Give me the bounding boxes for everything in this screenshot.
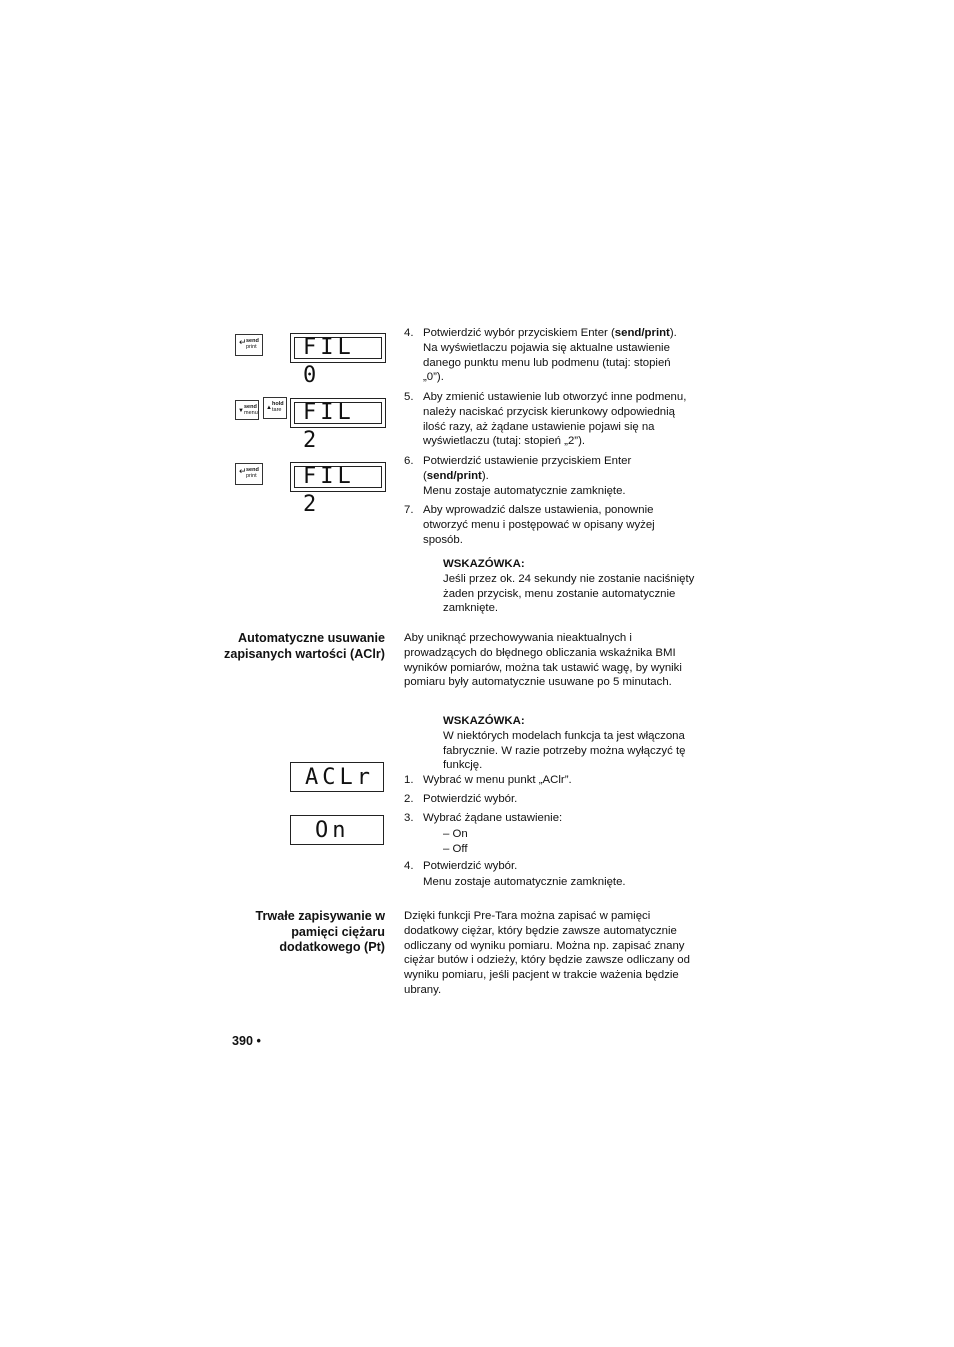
enter-arrow-icon: ↵: [239, 337, 247, 347]
option-off: – Off: [443, 843, 468, 855]
send-print-key-2: [235, 463, 263, 485]
section-paragraph-pt: Dzięki funkcji Pre-Tara można zapisać w pamięci dodatkowy ciężar, który będzie zawsze automatycznie odliczany od wyniku pomiaru. Można np. zapisać znany ciężar butów i odzieży, który będzie zawsze odliczany od wyniku pomiaru, jeśli pacjent w trakcie ważenia będzie ubrany.: [404, 910, 690, 996]
lcd-display-fil2: [290, 398, 386, 453]
key-label-send: send: [246, 467, 259, 473]
step-text: Potwierdzić ustawienie przyciskiem Enter (: [423, 455, 632, 482]
step-text: Aby wprowadzić dalsze ustawienia, ponownie otworzyć menu i postępować w opisany wyżej sposób.: [423, 504, 655, 546]
lcd-text: FIL 0: [303, 335, 355, 388]
step-detail: Menu zostaje automatycznie zamknięte.: [423, 875, 626, 888]
key-label-menu: menu: [244, 410, 258, 416]
step-text-end: ).: [669, 327, 677, 339]
note-text: W niektórych modelach funkcja ta jest włączona fabrycznie. W razie potrzeby można wyłączyć tę funkcję.: [443, 729, 686, 772]
send-print-key-1: [235, 334, 263, 356]
step-6: [404, 454, 694, 498]
lcd-text: On: [315, 818, 350, 843]
aclr-step-4: [404, 859, 694, 890]
lcd-text: FIL 2: [303, 464, 355, 517]
section-paragraph-aclr: Aby uniknąć przechowywania nieaktualnych i prowadzących do błędnego obliczania wskaźnika BMI wyników pomiarów, można tak ustawić wagę, by wyniki pomiaru były automatycznie usuwane po 5 minutach.: [404, 632, 682, 689]
step-bold: send/print: [426, 469, 482, 482]
lcd-display-fil0: [290, 333, 386, 388]
lcd-display-fil2-confirmed: [290, 462, 386, 517]
lcd-display-aclr: [290, 762, 384, 792]
step-number: 4.: [404, 860, 414, 872]
note-heading: WSKAZÓWKA:: [443, 558, 525, 570]
step-5: [404, 390, 694, 449]
step-number: 7.: [404, 504, 414, 516]
down-menu-key: [235, 400, 259, 420]
section-heading-aclr: Automatyczne usuwanie zapisanych wartości (AClr): [224, 631, 385, 661]
step-text: Aby zmienić ustawienie lub otworzyć inne podmenu, należy naciskać przycisk kierunkowy odpowiednią ilość razy, aż żądane ustawienie pojawi się na wyświetlaczu (tutaj: stopień „2”).: [423, 391, 687, 448]
lcd-text: ACLr: [305, 765, 374, 790]
section-heading-pt: Trwałe zapisywanie w pamięci ciężaru dodatkowego (Pt): [255, 909, 385, 955]
step-number: 1.: [404, 774, 414, 786]
page-number: 390 •: [232, 1034, 261, 1048]
lcd-display-on: [290, 815, 384, 845]
key-label-print: print: [246, 344, 257, 350]
step-7: [404, 503, 694, 547]
step-text: Wybrać w menu punkt „AClr”.: [423, 774, 572, 786]
step-bold: send/print: [614, 327, 670, 339]
step-text-end: ).: [481, 469, 489, 482]
option-on: – On: [443, 828, 468, 840]
key-label-hold: hold: [272, 401, 284, 407]
key-label-send: send: [246, 338, 259, 344]
up-arrow-icon: ▲: [266, 405, 272, 411]
down-arrow-icon: ▼: [238, 408, 244, 414]
step-detail: Menu zostaje automatycznie zamknięte.: [423, 484, 626, 497]
step-text: Potwierdzić wybór.: [423, 793, 518, 805]
step-text: Wybrać żądane ustawienie:: [423, 812, 563, 824]
note-timeout: [443, 557, 695, 616]
key-label-print: print: [246, 473, 257, 479]
step-number: 5.: [404, 391, 414, 403]
step-text: Potwierdzić wybór przyciskiem Enter (: [423, 327, 615, 339]
step-number: 6.: [404, 455, 414, 467]
aclr-step-1: [404, 773, 694, 788]
step-4: [404, 326, 694, 385]
aclr-step-2: [404, 792, 694, 807]
step-number: 4.: [404, 327, 414, 339]
lcd-text: FIL 2: [303, 400, 355, 453]
step-text: Potwierdzić wybór.: [423, 860, 518, 872]
step-number: 3.: [404, 812, 414, 824]
step-detail: Na wyświetlaczu pojawia się aktualne ustawienie danego punktu menu lub podmenu (tutaj: stopień „0”).: [423, 341, 671, 384]
step-number: 2.: [404, 793, 414, 805]
key-label-tare: tare: [272, 407, 282, 413]
note-text: Jeśli przez ok. 24 sekundy nie zostanie naciśnięty żaden przycisk, menu zostanie automatycznie zamknięte.: [443, 572, 695, 615]
note-factory: [443, 714, 695, 773]
aclr-step-3: [404, 811, 694, 826]
up-hold-key: [263, 397, 287, 419]
key-label-send: send: [244, 404, 257, 410]
note-heading: WSKAZÓWKA:: [443, 715, 525, 727]
enter-arrow-icon: ↵: [239, 466, 247, 476]
